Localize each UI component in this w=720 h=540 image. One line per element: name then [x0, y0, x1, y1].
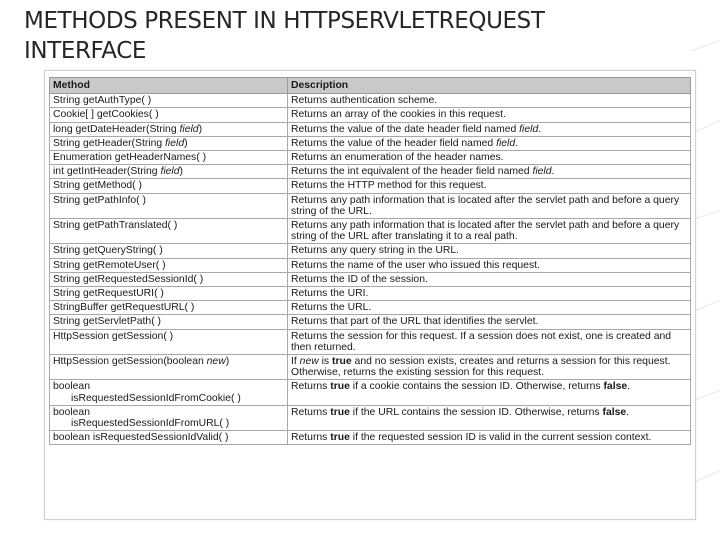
method-text: String getRequestURI( ) [53, 288, 164, 300]
method-text: ) [198, 123, 203, 135]
description-text: . [626, 406, 630, 418]
description-text: field [532, 166, 552, 178]
description-text: false [602, 406, 627, 418]
method-text: String getRemoteUser( ) [53, 259, 166, 271]
description-text: and no session exists, creates and returns a session for this request. Otherwise, returns the existing session for this request. [291, 356, 671, 379]
description-cell [288, 165, 691, 179]
description-text: . [538, 123, 542, 135]
description-text: Returns the int equivalent of the header field named [291, 166, 533, 178]
description-text: Returns an array of the cookies in this request. [291, 109, 506, 121]
description-cell [288, 151, 691, 165]
method-text: String getAuthType( ) [53, 95, 152, 107]
method-text: String getMethod( ) [53, 180, 142, 192]
method-text: field [179, 123, 199, 135]
method-text: int getIntHeader(String [53, 166, 161, 178]
method-text: String getHeader(String [53, 137, 166, 149]
description-text: Returns the session for this request. If a session does not exist, one is created and then returned. [291, 330, 672, 353]
method-cell [50, 272, 288, 286]
description-text: Returns the value of the header field named [291, 137, 497, 149]
description-text: field [519, 123, 539, 135]
method-cell [50, 122, 288, 136]
method-text: ) [225, 356, 230, 368]
method-text: isRequestedSessionIdFromCookie( ) [71, 392, 241, 404]
method-text: StringBuffer getRequestURL( ) [53, 302, 195, 314]
method-text: field [165, 137, 185, 149]
description-text: field [496, 137, 516, 149]
method-text: String getServletPath( ) [53, 316, 161, 328]
description-cell [288, 431, 691, 445]
description-text: Returns that part of the URL that identifies the servlet. [291, 316, 539, 328]
description-text: . [551, 166, 555, 178]
description-cell [288, 122, 691, 136]
table-row [50, 380, 691, 405]
methods-table-image [44, 70, 696, 520]
method-text: field [160, 166, 180, 178]
table-body [50, 94, 691, 445]
header-description: Description [288, 78, 691, 94]
description-text: Returns the URI. [291, 288, 369, 300]
description-text: is [318, 356, 333, 368]
method-text: ) [179, 166, 183, 178]
table-row [50, 244, 691, 258]
table-row [50, 258, 691, 272]
method-cell [50, 179, 288, 193]
method-cell [50, 136, 288, 150]
method-cell [50, 301, 288, 315]
description-text: Returns the value of the date header field named [291, 123, 520, 135]
method-text: boolean isRequestedSessionIdValid( ) [53, 432, 229, 444]
method-text: long getDateHeader(String [53, 123, 180, 135]
table-row [50, 165, 691, 179]
method-cell [50, 258, 288, 272]
method-cell [50, 287, 288, 301]
method-text: String getPathInfo( ) [53, 194, 146, 206]
table-row [50, 94, 691, 108]
description-text: Returns [291, 381, 331, 393]
description-text: true [330, 406, 350, 418]
description-cell [288, 329, 691, 354]
table-header-row [50, 78, 691, 94]
description-text: if the requested session ID is valid in the current session context. [349, 432, 652, 444]
table-row [50, 355, 691, 380]
method-text: boolean [53, 406, 90, 418]
method-text: boolean [53, 381, 90, 393]
table-row [50, 108, 691, 122]
description-text: If [291, 356, 300, 368]
method-text: new [206, 356, 226, 368]
description-text: Returns an enumeration of the header names. [291, 152, 504, 164]
table-row [50, 122, 691, 136]
method-cell [50, 355, 288, 380]
header-method: Method [50, 78, 288, 94]
description-text: Returns any path information that is located after the servlet path and before a query string of the URL after translating it to a real path. [291, 220, 680, 243]
table-row [50, 287, 691, 301]
description-cell [288, 193, 691, 218]
description-text: Returns any query string in the URL. [291, 245, 460, 257]
method-cell [50, 244, 288, 258]
description-text: true [330, 381, 350, 393]
table-row [50, 329, 691, 354]
method-cell [50, 219, 288, 244]
description-cell [288, 315, 691, 329]
method-text: isRequestedSessionIdFromURL( ) [71, 418, 230, 430]
method-text: ) [184, 137, 188, 149]
method-text: Cookie[ ] getCookies( ) [53, 109, 159, 121]
method-cell [50, 329, 288, 354]
description-cell [288, 380, 691, 405]
description-text: Returns [291, 406, 331, 418]
method-cell [50, 431, 288, 445]
description-text: true [332, 356, 352, 368]
table-row [50, 219, 691, 244]
method-cell [50, 405, 288, 430]
description-cell [288, 179, 691, 193]
method-text: String getPathTranslated( ) [53, 220, 178, 232]
table-row [50, 179, 691, 193]
method-cell [50, 315, 288, 329]
description-text: true [330, 432, 350, 444]
description-text: new [299, 356, 319, 368]
description-text: Returns the name of the user who issued this request. [291, 259, 540, 271]
method-cell [50, 193, 288, 218]
description-cell [288, 136, 691, 150]
description-text: Returns the ID of the session. [291, 273, 428, 285]
slide-title [24, 6, 664, 66]
table-row [50, 431, 691, 445]
method-cell [50, 380, 288, 405]
description-text: . [515, 137, 519, 149]
method-text: HttpSession getSession( ) [53, 330, 174, 342]
table-row [50, 193, 691, 218]
description-cell [288, 405, 691, 430]
description-cell [288, 301, 691, 315]
description-text: Returns the HTTP method for this request. [291, 180, 487, 192]
method-cell [50, 165, 288, 179]
table-row [50, 315, 691, 329]
description-cell [288, 355, 691, 380]
method-cell [50, 94, 288, 108]
description-text: Returns [291, 432, 331, 444]
description-text: if the URL contains the session ID. Otherwise, returns [349, 406, 603, 418]
method-text: Enumeration getHeaderNames( ) [53, 152, 207, 164]
table-row [50, 151, 691, 165]
description-text: Returns the URL. [291, 302, 372, 314]
method-cell [50, 108, 288, 122]
methods-table [49, 77, 691, 445]
table-row [50, 301, 691, 315]
slide-title-line-2: INTERFACE [24, 38, 146, 64]
method-cell [50, 151, 288, 165]
description-cell [288, 94, 691, 108]
slide-title-line-1: METHODS PRESENT IN HTTPSERVLETREQUEST [24, 8, 545, 34]
description-cell [288, 108, 691, 122]
description-cell [288, 287, 691, 301]
description-cell [288, 219, 691, 244]
description-text: false [603, 381, 628, 393]
description-cell [288, 272, 691, 286]
description-text: Returns any path information that is located after the servlet path and before a query string of the URL. [291, 194, 680, 217]
description-cell [288, 258, 691, 272]
description-text: if a cookie contains the session ID. Otherwise, returns [349, 381, 604, 393]
method-text: HttpSession getSession(boolean [53, 356, 207, 368]
description-cell [288, 244, 691, 258]
method-text: String getQueryString( ) [53, 245, 163, 257]
table-row [50, 136, 691, 150]
description-text: . [627, 381, 631, 393]
description-text: Returns authentication scheme. [291, 95, 438, 107]
method-text: String getRequestedSessionId( ) [53, 273, 204, 285]
table-row [50, 272, 691, 286]
table-row [50, 405, 691, 430]
